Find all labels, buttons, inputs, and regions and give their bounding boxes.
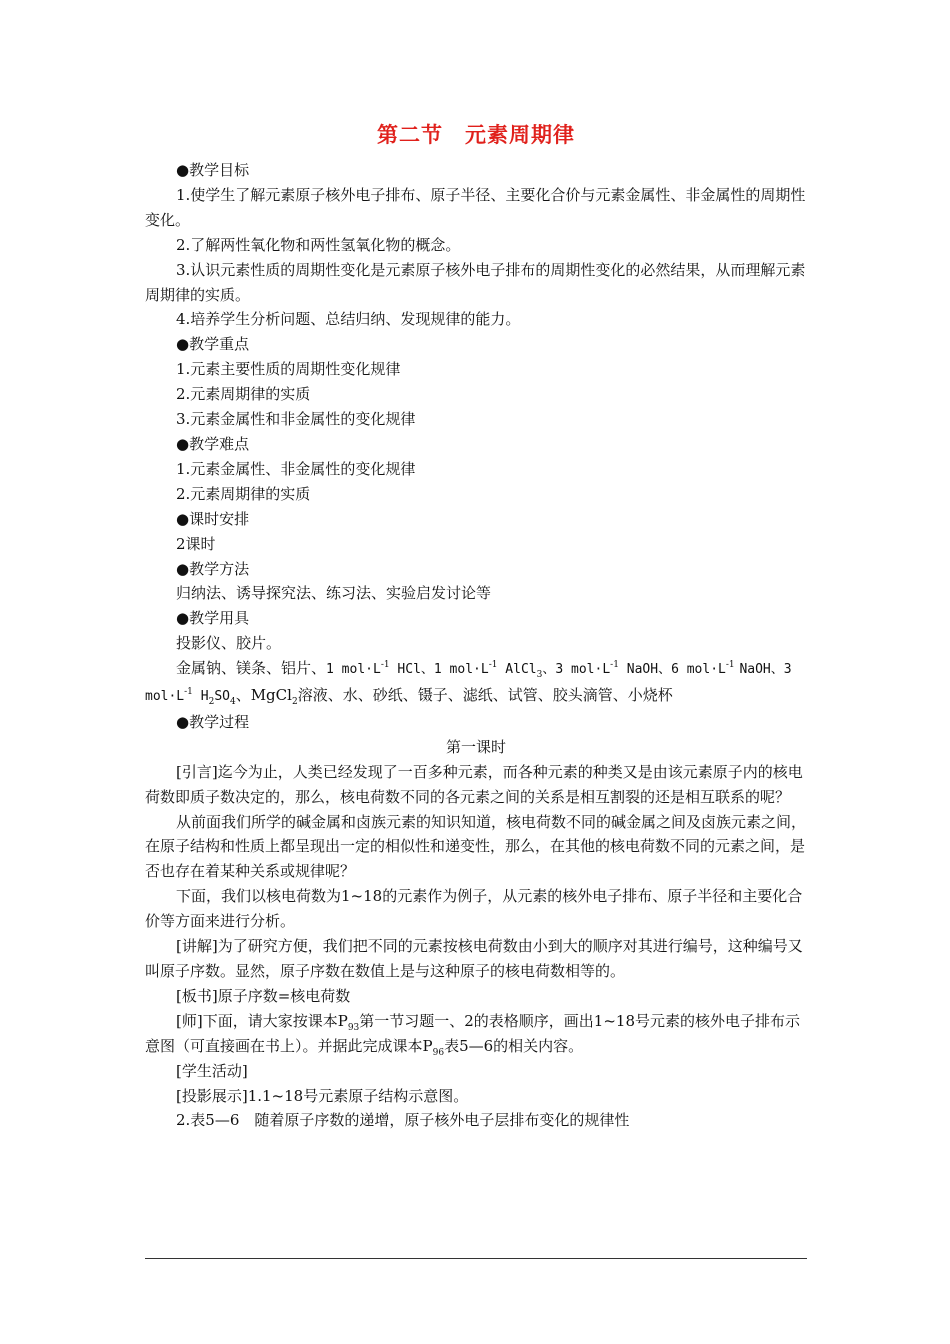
difficulty-item-2: 2.元素周期律的实质 bbox=[176, 484, 311, 503]
hcl-concentration: 1 mol·L bbox=[326, 662, 381, 678]
h2so4-formula-b: SO bbox=[214, 689, 230, 705]
key-points-heading: ●教学重点 bbox=[176, 335, 250, 354]
hcl-formula: HCl、 bbox=[389, 662, 434, 678]
schedule-text: 2课时 bbox=[176, 534, 216, 553]
alcl3-subscript: 3 bbox=[536, 670, 543, 681]
paragraph-table-ref: 2.表5—6 随着原子序数的递增，原子核外电子层排布变化的规律性 bbox=[176, 1111, 630, 1130]
page-title bbox=[145, 120, 807, 150]
teacher-text-c: 表5—6的相关内容。 bbox=[444, 1036, 584, 1055]
h2so4-subscript-1: 2 bbox=[208, 697, 215, 708]
document-page bbox=[145, 120, 807, 1133]
footer-divider bbox=[145, 1258, 807, 1259]
teacher-text-b: 第一节习题一、2的表格顺序，画出1~18号元素的核外电子排布示意图（可直接画在书上）。并据此完成课本P bbox=[145, 1011, 801, 1055]
key-point-item-1: 1.元素主要性质的周期性变化规律 bbox=[176, 360, 401, 379]
paragraph-example: 下面，我们以核电荷数为1~18的元素作为例子，从元素的核外电子排布、原子半径和主要化合价等方面来进行分析。 bbox=[145, 887, 803, 931]
process-heading: ●教学过程 bbox=[176, 712, 250, 731]
goals-heading: ●教学目标 bbox=[176, 161, 250, 179]
materials-metals: 金属钠、镁条、铝片、 bbox=[176, 659, 327, 678]
naoh6-concentration: 6 mol·L bbox=[671, 662, 726, 678]
alcl3-concentration: 1 mol·L bbox=[433, 662, 489, 678]
paragraph-explanation: [讲解]为了研究方便，我们把不同的元素按核电荷数由小到大的顺序对其进行编号，这种编号又叫原子序数。显然，原子序数在数值上是与这种原子的核电荷数相等的。 bbox=[145, 937, 803, 980]
goal-item-4: 4.培养学生分析问题、总结归纳、发现规律的能力。 bbox=[176, 310, 521, 329]
key-point-item-2: 2.元素周期律的实质 bbox=[176, 385, 311, 404]
goal-item-3: 3.认识元素性质的周期性变化是元素原子核外电子排布的周期性变化的必然结果，从而理解元素周期律的实质。 bbox=[145, 260, 806, 304]
unit-exponent: -1 bbox=[725, 660, 735, 671]
teacher-text-a: [师]下面，请大家按课本P bbox=[176, 1011, 348, 1030]
paragraph-board: [板书]原子序数=核电荷数 bbox=[176, 986, 351, 1005]
difficulty-item-1: 1.元素金属性、非金属性的变化规律 bbox=[176, 459, 416, 478]
page-ref-96: 96 bbox=[432, 1047, 445, 1058]
paragraph-teacher bbox=[145, 1009, 807, 1059]
unit-exponent: -1 bbox=[610, 660, 619, 671]
schedule-heading: ●课时安排 bbox=[176, 509, 250, 528]
unit-exponent: -1 bbox=[380, 660, 390, 671]
unit-exponent: -1 bbox=[184, 687, 193, 698]
tools-text: 投影仪、胶片。 bbox=[176, 634, 282, 653]
h2so4-formula-a: H bbox=[192, 689, 209, 705]
lesson-title: 第一课时 bbox=[445, 737, 506, 756]
materials-rest: 溶液、水、砂纸、镊子、滤纸、试管、胶头滴管、小烧杯 bbox=[297, 686, 673, 705]
paragraph-alkali-halogen: 从前面我们所学的碱金属和卤族元素的知识知道，核电荷数不同的碱金属之间及卤族元素之间，在原子结构和性质上都呈现出一定的相似性和递变性，那么，在其他的核电荷数不同的元素之间，是否也存在着某种关系或规律呢？ bbox=[145, 812, 807, 881]
title-section-number: 第二节 bbox=[377, 122, 443, 147]
title-section-name: 元素周期律 bbox=[465, 122, 575, 147]
unit-exponent: -1 bbox=[488, 660, 498, 671]
naoh3-concentration: 、3 mol·L bbox=[542, 662, 611, 678]
materials-list bbox=[145, 656, 807, 710]
methods-heading: ●教学方法 bbox=[176, 559, 250, 578]
goal-item-2: 2.了解两性氧化物和两性氢氧化物的概念。 bbox=[176, 235, 461, 254]
h2so4-subscript-2: 4 bbox=[229, 697, 236, 708]
naoh3-formula: NaOH、 bbox=[618, 662, 672, 678]
key-point-item-3: 3.元素金属性和非金属性的变化规律 bbox=[176, 410, 416, 429]
tools-heading: ●教学用具 bbox=[176, 609, 250, 628]
naoh6-formula: NaOH、 bbox=[739, 662, 784, 678]
paragraph-projection: [投影展示]1.1~18号元素原子结构示意图。 bbox=[176, 1086, 469, 1105]
goal-item-1: 1.使学生了解元素原子核外电子排布、原子半径、主要化合价与元素金属性、非金属性的周期性变化。 bbox=[145, 185, 806, 229]
mgcl2-subscript: 2 bbox=[291, 697, 298, 708]
h2so4-concentration: 3 mol·L bbox=[145, 662, 792, 705]
methods-text: 归纳法、诱导探究法、练习法、实验启发讨论等 bbox=[176, 584, 492, 603]
mgcl2-formula: 、MgCl bbox=[235, 686, 292, 705]
page-ref-93: 93 bbox=[347, 1022, 360, 1033]
difficulties-heading: ●教学难点 bbox=[176, 434, 250, 453]
paragraph-student-activity: [学生活动] bbox=[176, 1061, 248, 1080]
paragraph-intro: [引言]迄今为止，人类已经发现了一百多种元素，而各种元素的种类又是由该元素原子内的核电荷数即质子数决定的，那么，核电荷数不同的各元素之间的关系是相互割裂的还是相互联系的呢？ bbox=[145, 762, 803, 806]
alcl3-formula: AlCl bbox=[497, 662, 537, 678]
